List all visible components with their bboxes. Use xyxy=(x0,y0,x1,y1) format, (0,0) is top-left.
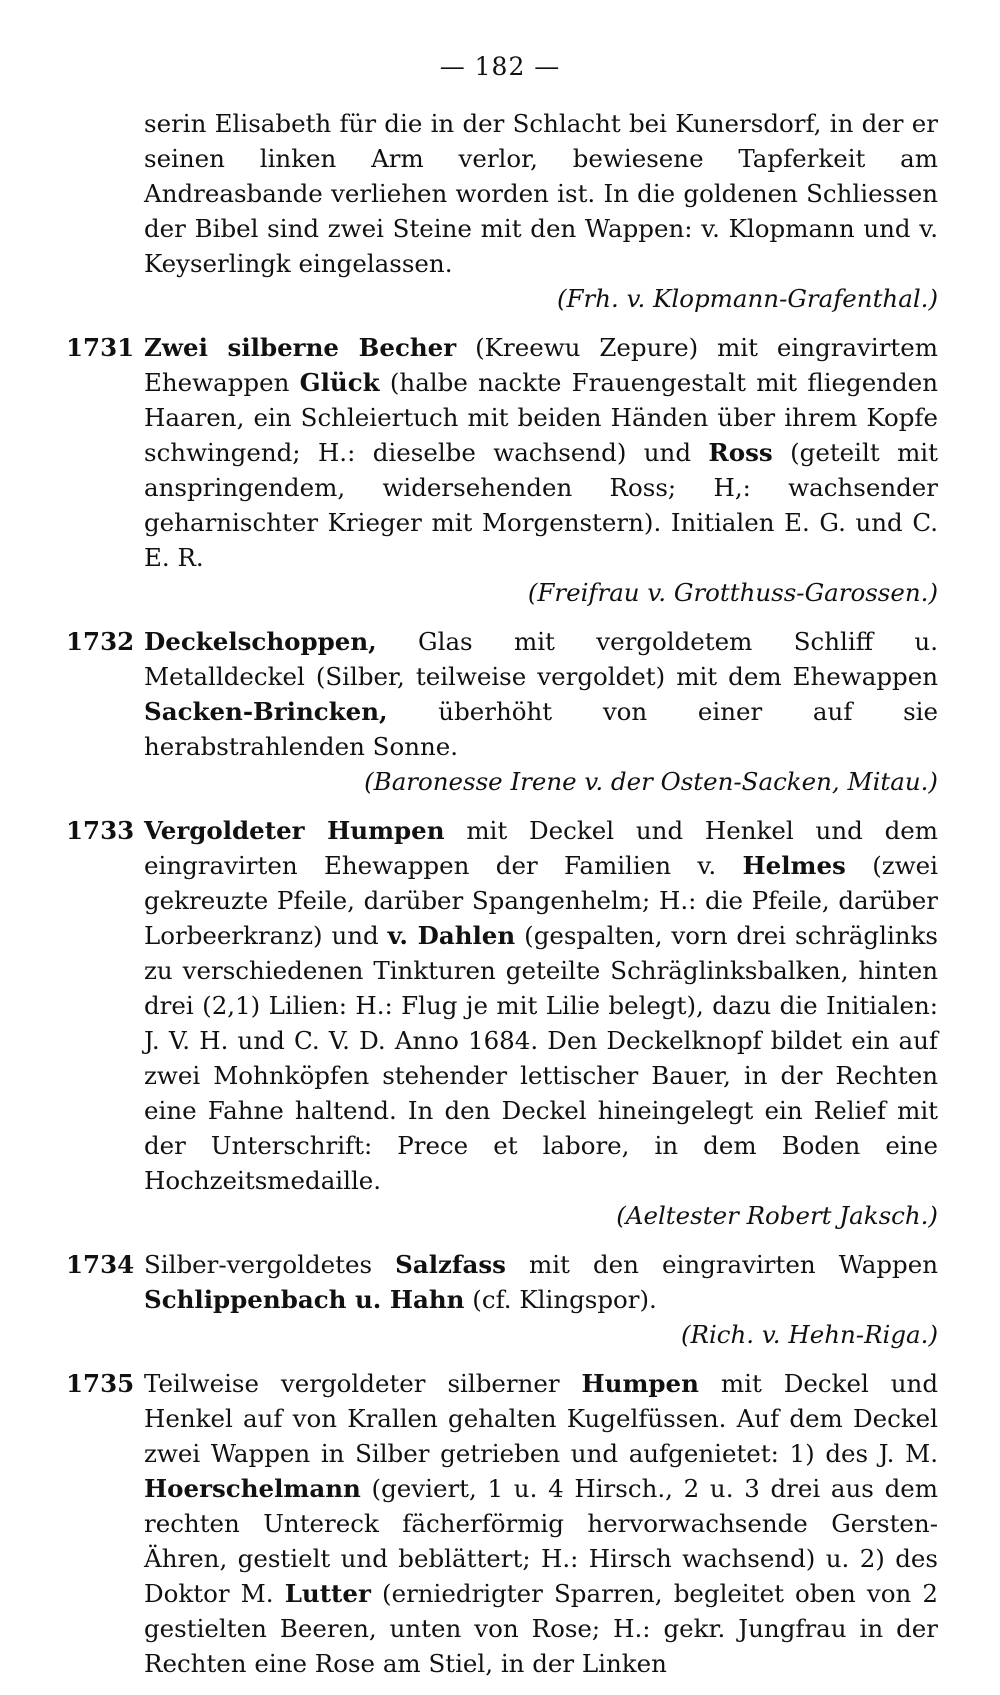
entry-text: Silber-vergoldetes xyxy=(144,1250,396,1279)
entry-text: mit Deckel und Henkel auf von Krallen gehalten Kugelfüssen. Auf dem Deckel zwei Wappen in Silber getrieben und aufgenietet: 1) des J. M. xyxy=(144,1369,938,1468)
entry-text: mit den eingravirten Wappen xyxy=(505,1250,938,1279)
page-text xyxy=(66,106,938,1695)
coat-of-arms-name: Glück xyxy=(299,368,380,397)
entry-text: (Kreewu Zepure) mit eingravirtem Ehewappen xyxy=(144,333,938,397)
entry-number: 1735 xyxy=(66,1369,135,1398)
entry-title: Humpen xyxy=(581,1369,699,1398)
entry-text: (geteilt mit anspringendem, widersehenden Ross; H,: wachsender geharnischter Krieger mit Morgenstern). Initialen E. G. und C. E. R. xyxy=(144,438,938,572)
entry-source: (Aeltester Robert Jaksch.) xyxy=(616,1201,938,1230)
entry-text: mit Deckel und Henkel und dem eingravirten Ehewappen der Familien v. xyxy=(144,816,939,880)
entry-text: (erniedrigter Sparren, begleitet oben von 2 gestielten Beeren, unten von Rose; H.: gekr. Jungfrau in der Rechten eine Rose am Stiel, in der Linken xyxy=(144,1579,938,1678)
catalog-entry-1731 xyxy=(66,330,938,610)
entry-text: (gespalten, vorn drei schräglinks zu verschiedenen Tinkturen geteilte Schräglinksbalken, hinten drei (2,1) Lilien: H.: Flug je mit Lilie belegt), dazu die Initialen: J. V. H. und C. V. D. Anno 1684. Den Deckelknopf bildet ein auf zwei Mohnköpfen stehender lettischer Bauer, in der Rechten eine Fahne haltend. In den Deckel hineingelegt ein Relief mit der Unterschrift: Prece et labore, in dem Boden eine Hochzeitsmedaille. xyxy=(144,921,938,1195)
entry-body xyxy=(144,1247,938,1317)
entry-text: überhöht von einer auf sie herabstrahlenden Sonne. xyxy=(144,697,938,761)
catalog-entry-1733 xyxy=(66,813,938,1233)
entry-body xyxy=(144,813,938,1198)
entry-text: serin Elisabeth für die in der Schlacht bei Kunersdorf, in der er seinen linken Arm verlor, bewiesene Tapferkeit am Andreasbande verliehen worden ist. In die goldenen Schliessen der Bibel sind zwei Steine mit den Wappen: v. Klopmann und v. Keyserlingk eingelassen. xyxy=(144,109,938,278)
entry-text: (zwei gekreuzte Pfeile, darüber Spangenhelm; H.: die Pfeile, darüber Lorbeerkranz) und xyxy=(144,851,938,950)
coat-of-arms-name: Lutter xyxy=(284,1579,371,1608)
entry-number: 1734 xyxy=(66,1250,135,1279)
entry-text: (cf. Klingspor). xyxy=(464,1285,657,1314)
entry-source: (Baronesse Irene v. der Osten-Sacken, Mitau.) xyxy=(364,767,938,796)
entry-number: 1733 xyxy=(66,816,135,845)
coat-of-arms-name: Helmes xyxy=(742,851,846,880)
entry-number: 1732 xyxy=(66,627,135,656)
entry-text: Glas mit vergoldetem Schliff u. Metalldeckel (Silber, teilweise vergoldet) mit dem Ehewappen xyxy=(144,627,938,691)
coat-of-arms-name: Sacken-Brincken, xyxy=(144,697,388,726)
coat-of-arms-name: Ross xyxy=(708,438,773,467)
entry-title: Vergoldeter Humpen xyxy=(144,816,445,845)
entry-source: (Frh. v. Klopmann-Grafenthal.) xyxy=(556,284,938,313)
entry-source: (Rich. v. Hehn-Riga.) xyxy=(680,1320,938,1349)
catalog-entry-1735 xyxy=(66,1366,938,1681)
coat-of-arms-name: Schlippenbach u. Hahn xyxy=(144,1285,465,1314)
catalog-entry-1734 xyxy=(66,1247,938,1352)
entry-source: (Freifrau v. Grotthuss-Garossen.) xyxy=(527,578,938,607)
entry-title: Salzfass xyxy=(395,1250,506,1279)
catalog-entry-1732 xyxy=(66,624,938,799)
page-number: — 182 — xyxy=(439,52,561,81)
entry-text: (halbe nackte Frauengestalt mit fliegenden Haaren, ein Schleiertuch mit beiden Händen über ihrem Kopfe schwingend; H.: dieselbe wachsend) und xyxy=(144,368,938,467)
entry-body xyxy=(144,330,938,575)
entry-title: Deckelschoppen, xyxy=(144,627,377,656)
coat-of-arms-name: v. Dahlen xyxy=(387,921,516,950)
entry-number: 1731 xyxy=(66,333,135,362)
continued-entry xyxy=(144,106,938,316)
entry-body xyxy=(144,624,938,764)
entry-text: (geviert, 1 u. 4 Hirsch., 2 u. 3 drei aus dem rechten Untereck fächerförmig hervorwachsende Gersten-Ähren, gestielt und beblättert; H.: Hirsch wachsend) u. 2) des Doktor M. xyxy=(144,1474,938,1608)
entry-text: Teilweise vergoldeter silberner xyxy=(144,1369,582,1398)
entry-body xyxy=(144,1366,938,1681)
coat-of-arms-name: Hoerschelmann xyxy=(144,1474,361,1503)
entry-title: Zwei silberne Becher xyxy=(144,333,457,362)
